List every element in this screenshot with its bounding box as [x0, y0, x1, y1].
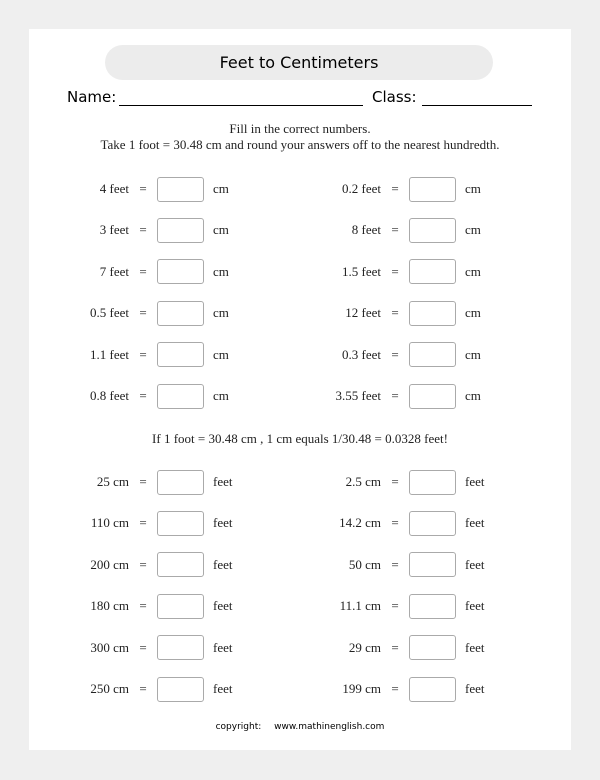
quantity-label: 300 cm	[90, 639, 129, 655]
answer-box[interactable]	[409, 177, 456, 202]
unit-label: cm	[213, 305, 229, 321]
unit-label: cm	[465, 222, 481, 238]
feet-to-cm-row-left-2	[73, 217, 229, 243]
equals-sign: =	[139, 639, 147, 655]
unit-label: feet	[465, 681, 485, 696]
quantity-label: 1.1 feet	[90, 346, 129, 362]
feet-to-cm-row-left-5	[73, 342, 229, 368]
copyright-footer	[29, 722, 571, 732]
feet-to-cm-row-right-2	[325, 217, 481, 243]
feet-to-cm-row-right-6	[325, 383, 481, 409]
equals-sign: =	[391, 181, 399, 196]
quantity-label: 0.3 feet	[342, 346, 381, 362]
feet-to-cm-row-right-3	[325, 259, 481, 285]
feet-to-cm-row-right-1	[325, 176, 481, 202]
unit-label: cm	[213, 346, 229, 362]
quantity-label: 7 feet	[99, 263, 129, 279]
answer-box[interactable]	[157, 218, 204, 243]
copyright-site: www.mathinenglish.com	[274, 722, 385, 732]
answer-box[interactable]	[157, 301, 204, 326]
answer-box[interactable]	[409, 552, 456, 577]
unit-label: feet	[465, 515, 485, 531]
equals-sign: =	[139, 556, 147, 572]
worksheet-title: Feet to Centimeters	[105, 45, 493, 80]
equals-sign: =	[391, 222, 399, 238]
answer-box[interactable]	[409, 259, 456, 284]
name-label: Name:	[67, 88, 117, 106]
cm-to-feet-row-right-4	[325, 593, 484, 619]
unit-label: feet	[213, 556, 233, 572]
unit-label: feet	[213, 681, 233, 696]
unit-label: feet	[465, 556, 485, 572]
equals-sign: =	[391, 388, 399, 403]
answer-box[interactable]	[409, 635, 456, 660]
unit-label: cm	[465, 346, 481, 362]
answer-box[interactable]	[409, 594, 456, 619]
feet-to-cm-row-left-4	[73, 300, 229, 326]
answer-box[interactable]	[157, 342, 204, 367]
feet-to-cm-row-left-6	[73, 383, 229, 409]
quantity-label: 3.55 feet	[335, 388, 381, 403]
unit-label: cm	[213, 181, 229, 196]
cm-to-feet-row-left-2	[73, 510, 232, 536]
cm-to-feet-row-right-5	[325, 635, 484, 661]
cm-to-feet-row-right-2	[325, 510, 484, 536]
answer-box[interactable]	[157, 470, 204, 495]
equals-sign: =	[391, 681, 399, 696]
unit-label: feet	[465, 474, 485, 489]
quantity-label: 25 cm	[96, 474, 129, 489]
equals-sign: =	[391, 346, 399, 362]
class-line[interactable]	[422, 105, 532, 106]
class-label: Class:	[372, 88, 417, 106]
equals-sign: =	[139, 346, 147, 362]
unit-label: cm	[213, 263, 229, 279]
worksheet	[29, 29, 571, 750]
cm-to-feet-row-right-1	[325, 469, 484, 495]
quantity-label: 29 cm	[348, 639, 381, 655]
quantity-label: 50 cm	[348, 556, 381, 572]
unit-label: feet	[213, 515, 233, 531]
conversion-note: If 1 foot = 30.48 cm , 1 cm equals 1/30.48 = 0.0328 feet!	[152, 431, 448, 446]
cm-to-feet-row-right-3	[325, 552, 484, 578]
feet-to-cm-row-right-5	[325, 342, 481, 368]
answer-box[interactable]	[157, 677, 204, 702]
cm-to-feet-row-left-1	[73, 469, 232, 495]
quantity-label: 3 feet	[99, 222, 129, 238]
quantity-label: 0.2 feet	[342, 181, 381, 196]
cm-to-feet-row-right-6	[325, 676, 484, 702]
answer-box[interactable]	[409, 677, 456, 702]
cm-to-feet-row-left-5	[73, 635, 232, 661]
unit-label: cm	[213, 222, 229, 238]
quantity-label: 0.8 feet	[90, 388, 129, 403]
quantity-label: 14.2 cm	[339, 515, 381, 531]
answer-box[interactable]	[157, 511, 204, 536]
equals-sign: =	[139, 222, 147, 238]
unit-label: feet	[465, 598, 485, 614]
equals-sign: =	[391, 556, 399, 572]
quantity-label: 250 cm	[90, 681, 129, 696]
answer-box[interactable]	[409, 342, 456, 367]
equals-sign: =	[391, 305, 399, 321]
unit-label: feet	[465, 639, 485, 655]
copyright-label: copyright:	[215, 722, 262, 732]
answer-box[interactable]	[409, 511, 456, 536]
equals-sign: =	[139, 474, 147, 489]
cm-to-feet-row-left-6	[73, 676, 232, 702]
quantity-label: 1.5 feet	[342, 263, 381, 279]
equals-sign: =	[139, 681, 147, 696]
instruction-line-1: Fill in the correct numbers.	[229, 121, 371, 136]
feet-to-cm-row-left-1	[73, 176, 229, 202]
answer-box[interactable]	[409, 218, 456, 243]
equals-sign: =	[139, 263, 147, 279]
unit-label: feet	[213, 639, 233, 655]
quantity-label: 199 cm	[342, 681, 381, 696]
quantity-label: 200 cm	[90, 556, 129, 572]
equals-sign: =	[139, 515, 147, 531]
answer-box[interactable]	[157, 635, 204, 660]
cm-to-feet-row-left-4	[73, 593, 232, 619]
quantity-label: 12 feet	[345, 305, 381, 321]
quantity-label: 4 feet	[99, 181, 129, 196]
cm-to-feet-row-left-3	[73, 552, 232, 578]
equals-sign: =	[139, 598, 147, 614]
answer-box[interactable]	[157, 177, 204, 202]
quantity-label: 2.5 cm	[345, 474, 381, 489]
answer-box[interactable]	[157, 384, 204, 409]
unit-label: cm	[465, 263, 481, 279]
quantity-label: 180 cm	[90, 598, 129, 614]
answer-box[interactable]	[157, 594, 204, 619]
unit-label: cm	[213, 388, 229, 403]
equals-sign: =	[391, 263, 399, 279]
answer-box[interactable]	[157, 259, 204, 284]
quantity-label: 11.1 cm	[339, 598, 381, 614]
answer-box[interactable]	[409, 384, 456, 409]
quantity-label: 0.5 feet	[90, 305, 129, 321]
unit-label: cm	[465, 305, 481, 321]
unit-label: feet	[213, 598, 233, 614]
equals-sign: =	[139, 388, 147, 403]
unit-label: cm	[465, 388, 481, 403]
answer-box[interactable]	[157, 552, 204, 577]
equals-sign: =	[139, 305, 147, 321]
unit-label: cm	[465, 181, 481, 196]
quantity-label: 8 feet	[351, 222, 381, 238]
name-line[interactable]	[119, 105, 363, 106]
equals-sign: =	[139, 181, 147, 196]
equals-sign: =	[391, 598, 399, 614]
feet-to-cm-row-left-3	[73, 259, 229, 285]
feet-to-cm-row-right-4	[325, 300, 481, 326]
equals-sign: =	[391, 515, 399, 531]
equals-sign: =	[391, 639, 399, 655]
instruction-line-2: Take 1 foot = 30.48 cm and round your answers off to the nearest hundredth.	[100, 137, 500, 152]
equals-sign: =	[391, 474, 399, 489]
quantity-label: 110 cm	[90, 515, 129, 531]
unit-label: feet	[213, 474, 233, 489]
answer-box[interactable]	[409, 301, 456, 326]
answer-box[interactable]	[409, 470, 456, 495]
